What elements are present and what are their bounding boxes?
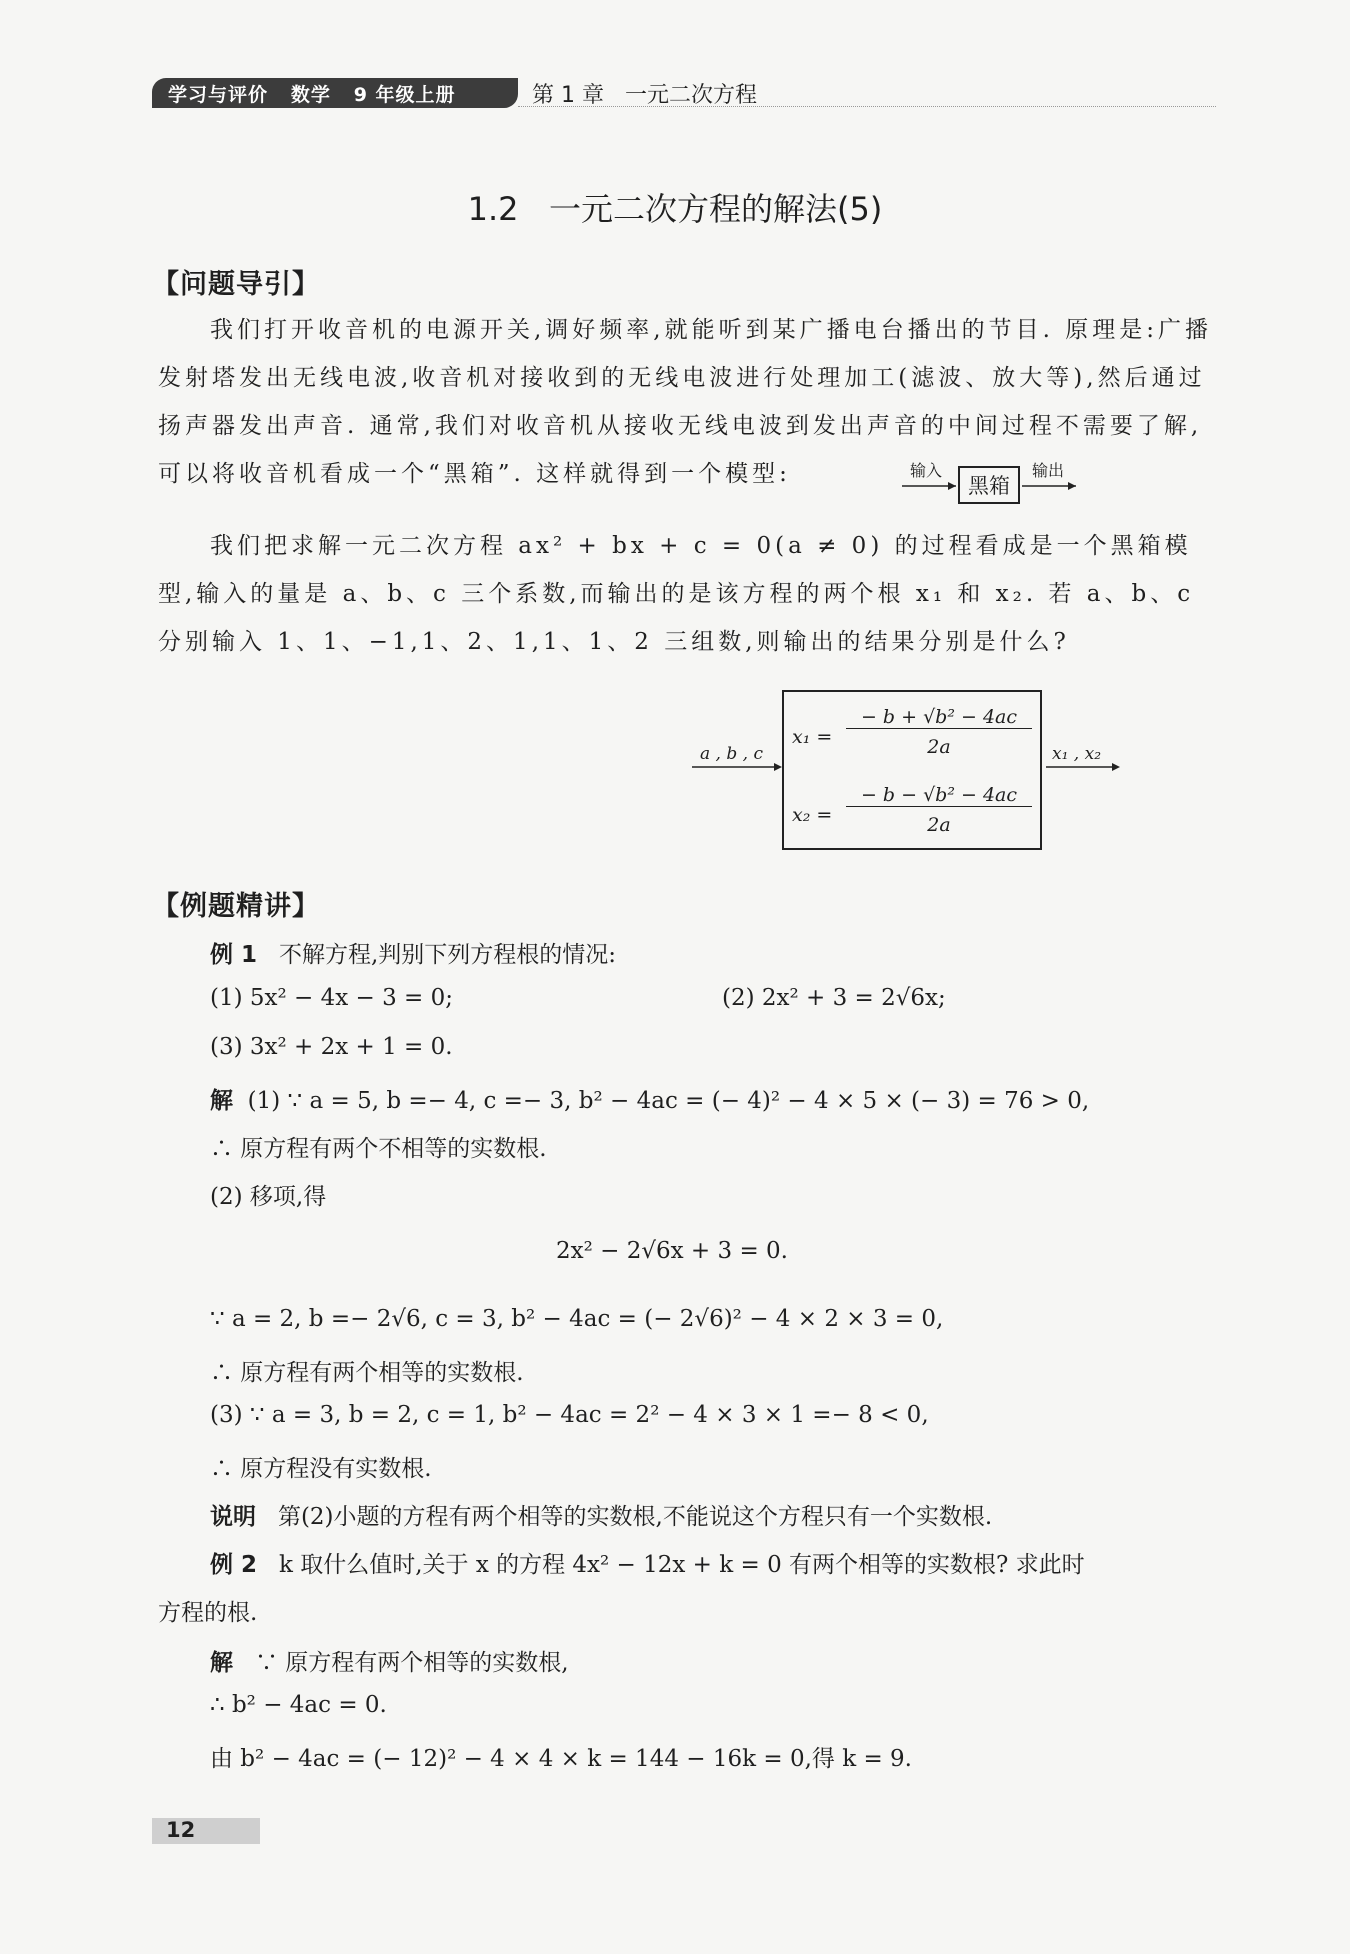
example-2-text: k 取什么值时,关于 x 的方程 4x² − 12x + k = 0 有两个相等的实数根? 求此时 bbox=[278, 1552, 1085, 1578]
solution-2-text-1: ∵ 原方程有两个相等的实数根, bbox=[254, 1650, 569, 1676]
solution-2-line-2: ∴ b² − 4ac = 0. bbox=[210, 1692, 387, 1718]
x2-lhs: x₂ = bbox=[792, 804, 833, 826]
example-2-line bbox=[210, 1546, 1085, 1579]
intro-text-2: 我们把求解一元二次方程 ax² + bx + c = 0(a ≠ 0) 的过程看成是一个黑箱模型,输入的量是 a、b、c 三个系数,而输出的是该方程的两个根 x₁ 和 x₂. 若 a、b、c 分别输入 1、1、−1,1、2、1,1、1、2 三组数,则输出的结果分别是什么? bbox=[158, 533, 1195, 655]
solution-2-label: 解 bbox=[210, 1650, 233, 1676]
solution-line-6: ∴ 原方程有两个相等的实数根. bbox=[210, 1360, 524, 1386]
solution-line-8: ∴ 原方程没有实数根. bbox=[210, 1456, 432, 1482]
page-number: 12 bbox=[166, 1818, 196, 1842]
example-1-q1: (1) 5x² − 4x − 3 = 0; bbox=[210, 985, 454, 1011]
example-1-q3: (3) 3x² + 2x + 1 = 0. bbox=[210, 1034, 453, 1060]
page-number-badge bbox=[152, 1818, 260, 1844]
example-1-line bbox=[210, 936, 616, 969]
intro-paragraph-2 bbox=[158, 522, 1216, 666]
header-divider bbox=[518, 106, 1216, 107]
solution-equation: 2x² − 2√6x + 3 = 0. bbox=[556, 1238, 788, 1264]
input-arrowhead bbox=[948, 482, 956, 490]
x2-denominator: 2a bbox=[927, 814, 951, 836]
x2-numerator: − b − √b² − 4ac bbox=[846, 784, 1032, 807]
x1-numerator: − b + √b² − 4ac bbox=[846, 706, 1032, 729]
example-2-line-2: 方程的根. bbox=[158, 1600, 258, 1626]
diagram-input-arrow bbox=[690, 760, 786, 774]
solution-line-1 bbox=[210, 1082, 1089, 1115]
solution-line-2: ∴ 原方程有两个不相等的实数根. bbox=[210, 1136, 547, 1162]
diagram-input: a , b , c bbox=[700, 744, 763, 764]
formula-box bbox=[782, 690, 1042, 850]
note-label: 说明 bbox=[210, 1504, 256, 1530]
solution-line-7: (3) ∵ a = 3, b = 2, c = 1, b² − 4ac = 2² − 4 × 3 × 1 =− 8 < 0, bbox=[210, 1402, 929, 1428]
solution-line-5: ∵ a = 2, b =− 2√6, c = 3, b² − 4ac = (− 2√6)² − 4 × 2 × 3 = 0, bbox=[210, 1306, 944, 1332]
example-1-text: 不解方程,判别下列方程根的情况: bbox=[278, 942, 617, 968]
chapter-header: 第 1 章 一元二次方程 bbox=[532, 83, 757, 108]
example-2-label: 例 2 bbox=[210, 1552, 258, 1578]
model-output-label: 输出 bbox=[1032, 461, 1065, 480]
example-1-label: 例 1 bbox=[210, 942, 258, 968]
solution-2-line-3: 由 b² − 4ac = (− 12)² − 4 × 4 × k = 144 − 16k = 0,得 k = 9. bbox=[210, 1746, 912, 1772]
diagram-output: x₁ , x₂ bbox=[1052, 744, 1102, 764]
example-1-q2: (2) 2x² + 3 = 2√6x; bbox=[722, 985, 946, 1011]
black-box bbox=[958, 466, 1020, 504]
note-text: 第(2)小题的方程有两个相等的实数根,不能说这个方程只有一个实数根. bbox=[277, 1504, 993, 1530]
note-line bbox=[210, 1498, 992, 1531]
solution-label: 解 bbox=[210, 1088, 233, 1114]
x1-lhs: x₁ = bbox=[792, 726, 833, 748]
x1-denominator: 2a bbox=[927, 736, 951, 758]
solution-text-1: (1) ∵ a = 5, b =− 4, c =− 3, b² − 4ac = (− 4)² − 4 × 5 × (− 3) = 76 > 0, bbox=[247, 1088, 1090, 1114]
model-input-label: 输入 bbox=[910, 461, 943, 480]
section-heading-intro: 【问题导引】 bbox=[152, 269, 320, 300]
book-header-tab: 学习与评价 数学 9 年级上册 bbox=[152, 78, 518, 108]
solution-2-line-1 bbox=[210, 1644, 569, 1677]
solution-line-3: (2) 移项,得 bbox=[210, 1184, 327, 1210]
black-box-label: 黑箱 bbox=[968, 474, 1010, 498]
section-heading-examples: 【例题精讲】 bbox=[152, 891, 320, 922]
page-title: 1.2 一元二次方程的解法(5) bbox=[467, 190, 883, 228]
intro-text-1: 我们打开收音机的电源开关,调好频率,就能听到某广播电台播出的节目. 原理是:广播发射塔发出无线电波,收音机对接收到的无线电波进行处理加工(滤波、放大等),然后通过扬声器发出声音. 通常,我们对收音机从接收无线电波到发出声音的中间过程不需要了解,可以将收音机看成一个“黑箱”. 这样就得到一个模型: bbox=[158, 317, 1212, 487]
output-arrowhead bbox=[1068, 482, 1076, 490]
